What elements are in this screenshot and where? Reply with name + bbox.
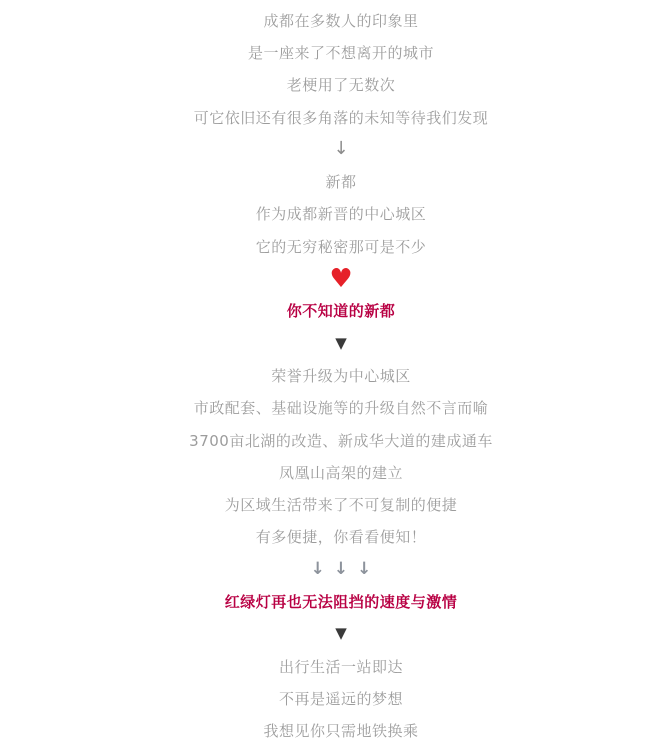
paragraph-line: 作为成都新晋的中心城区 (255, 205, 427, 224)
section-heading-1: 你不知道的新都 (286, 302, 396, 321)
paragraph-line: 出行生活一站即达 (278, 657, 403, 676)
heart-icon: ♥ (329, 263, 353, 294)
article-content (28, 0, 654, 746)
separator-row (28, 262, 654, 294)
paragraph-line: 有多便捷，你看看便知！ (255, 528, 427, 547)
separator-row (28, 618, 654, 650)
down-arrow-icon: ↓ (310, 558, 325, 579)
down-arrow-icon: ↓ (357, 558, 372, 579)
paragraph-line: 我想见你只需地铁换乘 (263, 722, 419, 741)
paragraph-line: 成都在多数人的印象里 (263, 11, 419, 30)
paragraph-line: 新都 (325, 173, 357, 192)
paragraph-line: 可它依旧还有很多角落的未知等待我们发现 (193, 108, 489, 127)
paragraph-line: 荣誉升级为中心城区 (271, 366, 411, 385)
paragraph-line: 为区域生活带来了不可复制的便捷 (224, 496, 458, 515)
triangle-down-icon: ▼ (335, 333, 347, 352)
paragraph-line: 凤凰山高架的建立 (278, 463, 403, 482)
section-heading-2: 红绿灯再也无法阻挡的速度与激情 (224, 592, 458, 611)
triple-down-arrows (28, 553, 654, 585)
paragraph-line: 市政配套、基础设施等的升级自然不言而喻 (193, 399, 489, 418)
down-arrow-icon: ↓ (333, 138, 349, 160)
paragraph-line: 是一座来了不想离开的城市 (247, 43, 434, 62)
triangle-down-icon: ▼ (335, 624, 347, 643)
separator-row (28, 327, 654, 359)
paragraph-line: 老梗用了无数次 (286, 76, 396, 95)
paragraph-line: 它的无穷秘密那可是不少 (255, 237, 427, 256)
paragraph-line: 3700亩北湖的改造、新成华大道的建成通车 (189, 431, 493, 450)
paragraph-line: 不再是遥远的梦想 (278, 689, 403, 708)
down-arrow-icon: ↓ (333, 558, 349, 579)
separator-row (28, 133, 654, 165)
